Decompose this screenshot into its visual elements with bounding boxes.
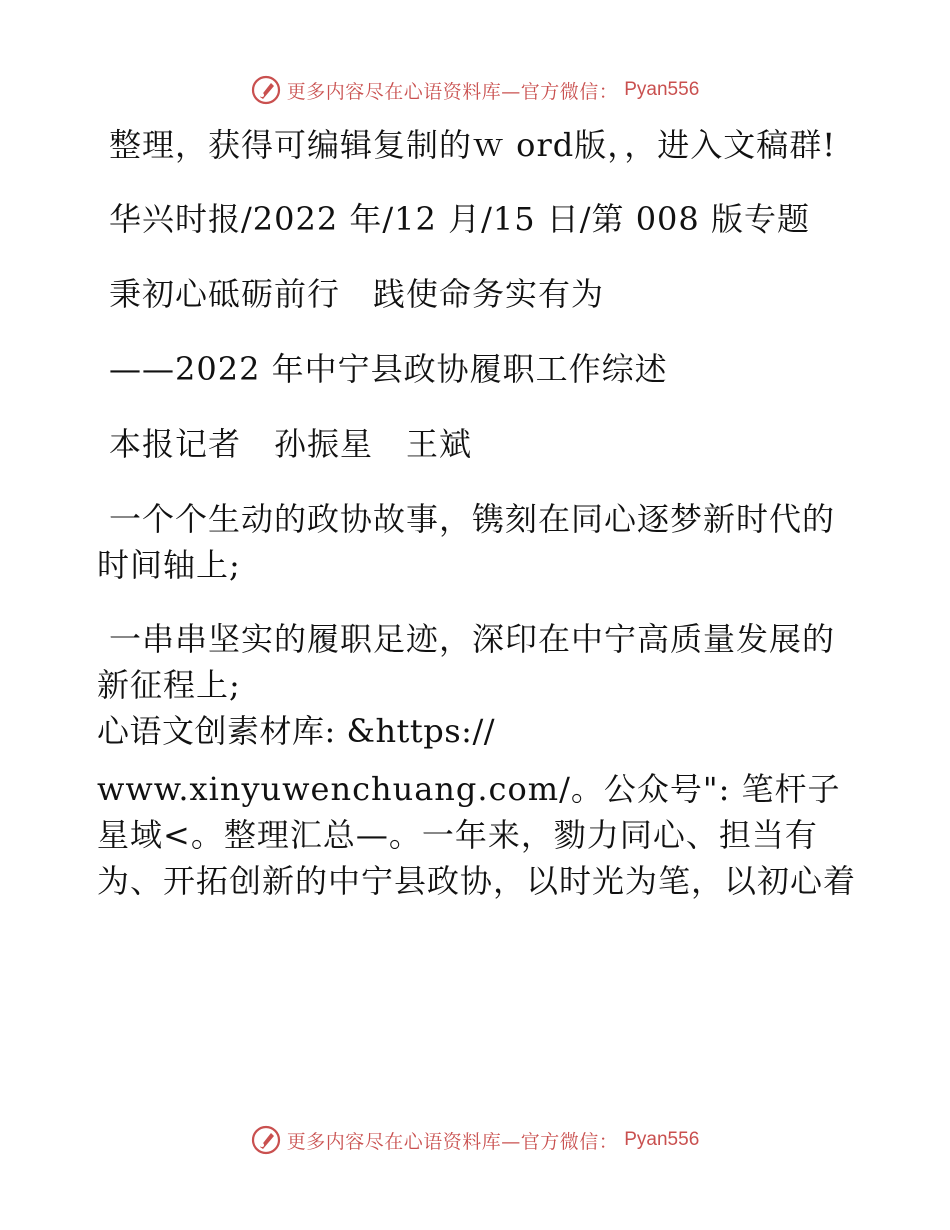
watermark-text: 更多内容尽在心语资料库—官方微信： — [286, 80, 619, 103]
byline: 本报记者 孙振星 王斌 — [109, 425, 473, 463]
watermark-wechat-id: Pyan556 — [624, 79, 700, 100]
intro-paragraph: 整理，获得可编辑复制的ｗ ord版，，进入文稿群! — [109, 126, 837, 164]
watermark-banner-top — [0, 70, 950, 110]
body-paragraph-1: 一个个生动的政协故事，镌刻在同心逐梦新时代的时间轴上; — [97, 500, 836, 584]
watermark-text: 更多内容尽在心语资料库—官方微信： — [286, 1130, 619, 1153]
document-body — [97, 122, 857, 904]
watermark-wechat-id: Pyan556 — [624, 1129, 700, 1150]
pen-nib-logo-icon — [251, 75, 281, 105]
source-link-line: 心语文创素材库: &https:// — [97, 712, 496, 750]
body-paragraph-3: www.xinyuwenchuang.com/。公众号": 笔杆子星域<。整理汇总—。一年来，勠力同心、担当有为、开拓创新的中宁县政协，以时光为笔，以初心着 — [97, 770, 857, 900]
article-subtitle: ——2022 年中宁县政协履职工作综述 — [109, 350, 668, 388]
source-line: 华兴时报/2022 年/12 月/15 日/第 008 版专题 — [109, 200, 810, 238]
pen-nib-logo-icon — [251, 1125, 281, 1155]
article-title: 秉初心砥砺前行 践使命务实有为 — [109, 275, 605, 313]
watermark-banner-bottom — [0, 1120, 950, 1160]
body-paragraph-2: 一串串坚实的履职足迹，深印在中宁高质量发展的新征程上; — [97, 620, 836, 704]
